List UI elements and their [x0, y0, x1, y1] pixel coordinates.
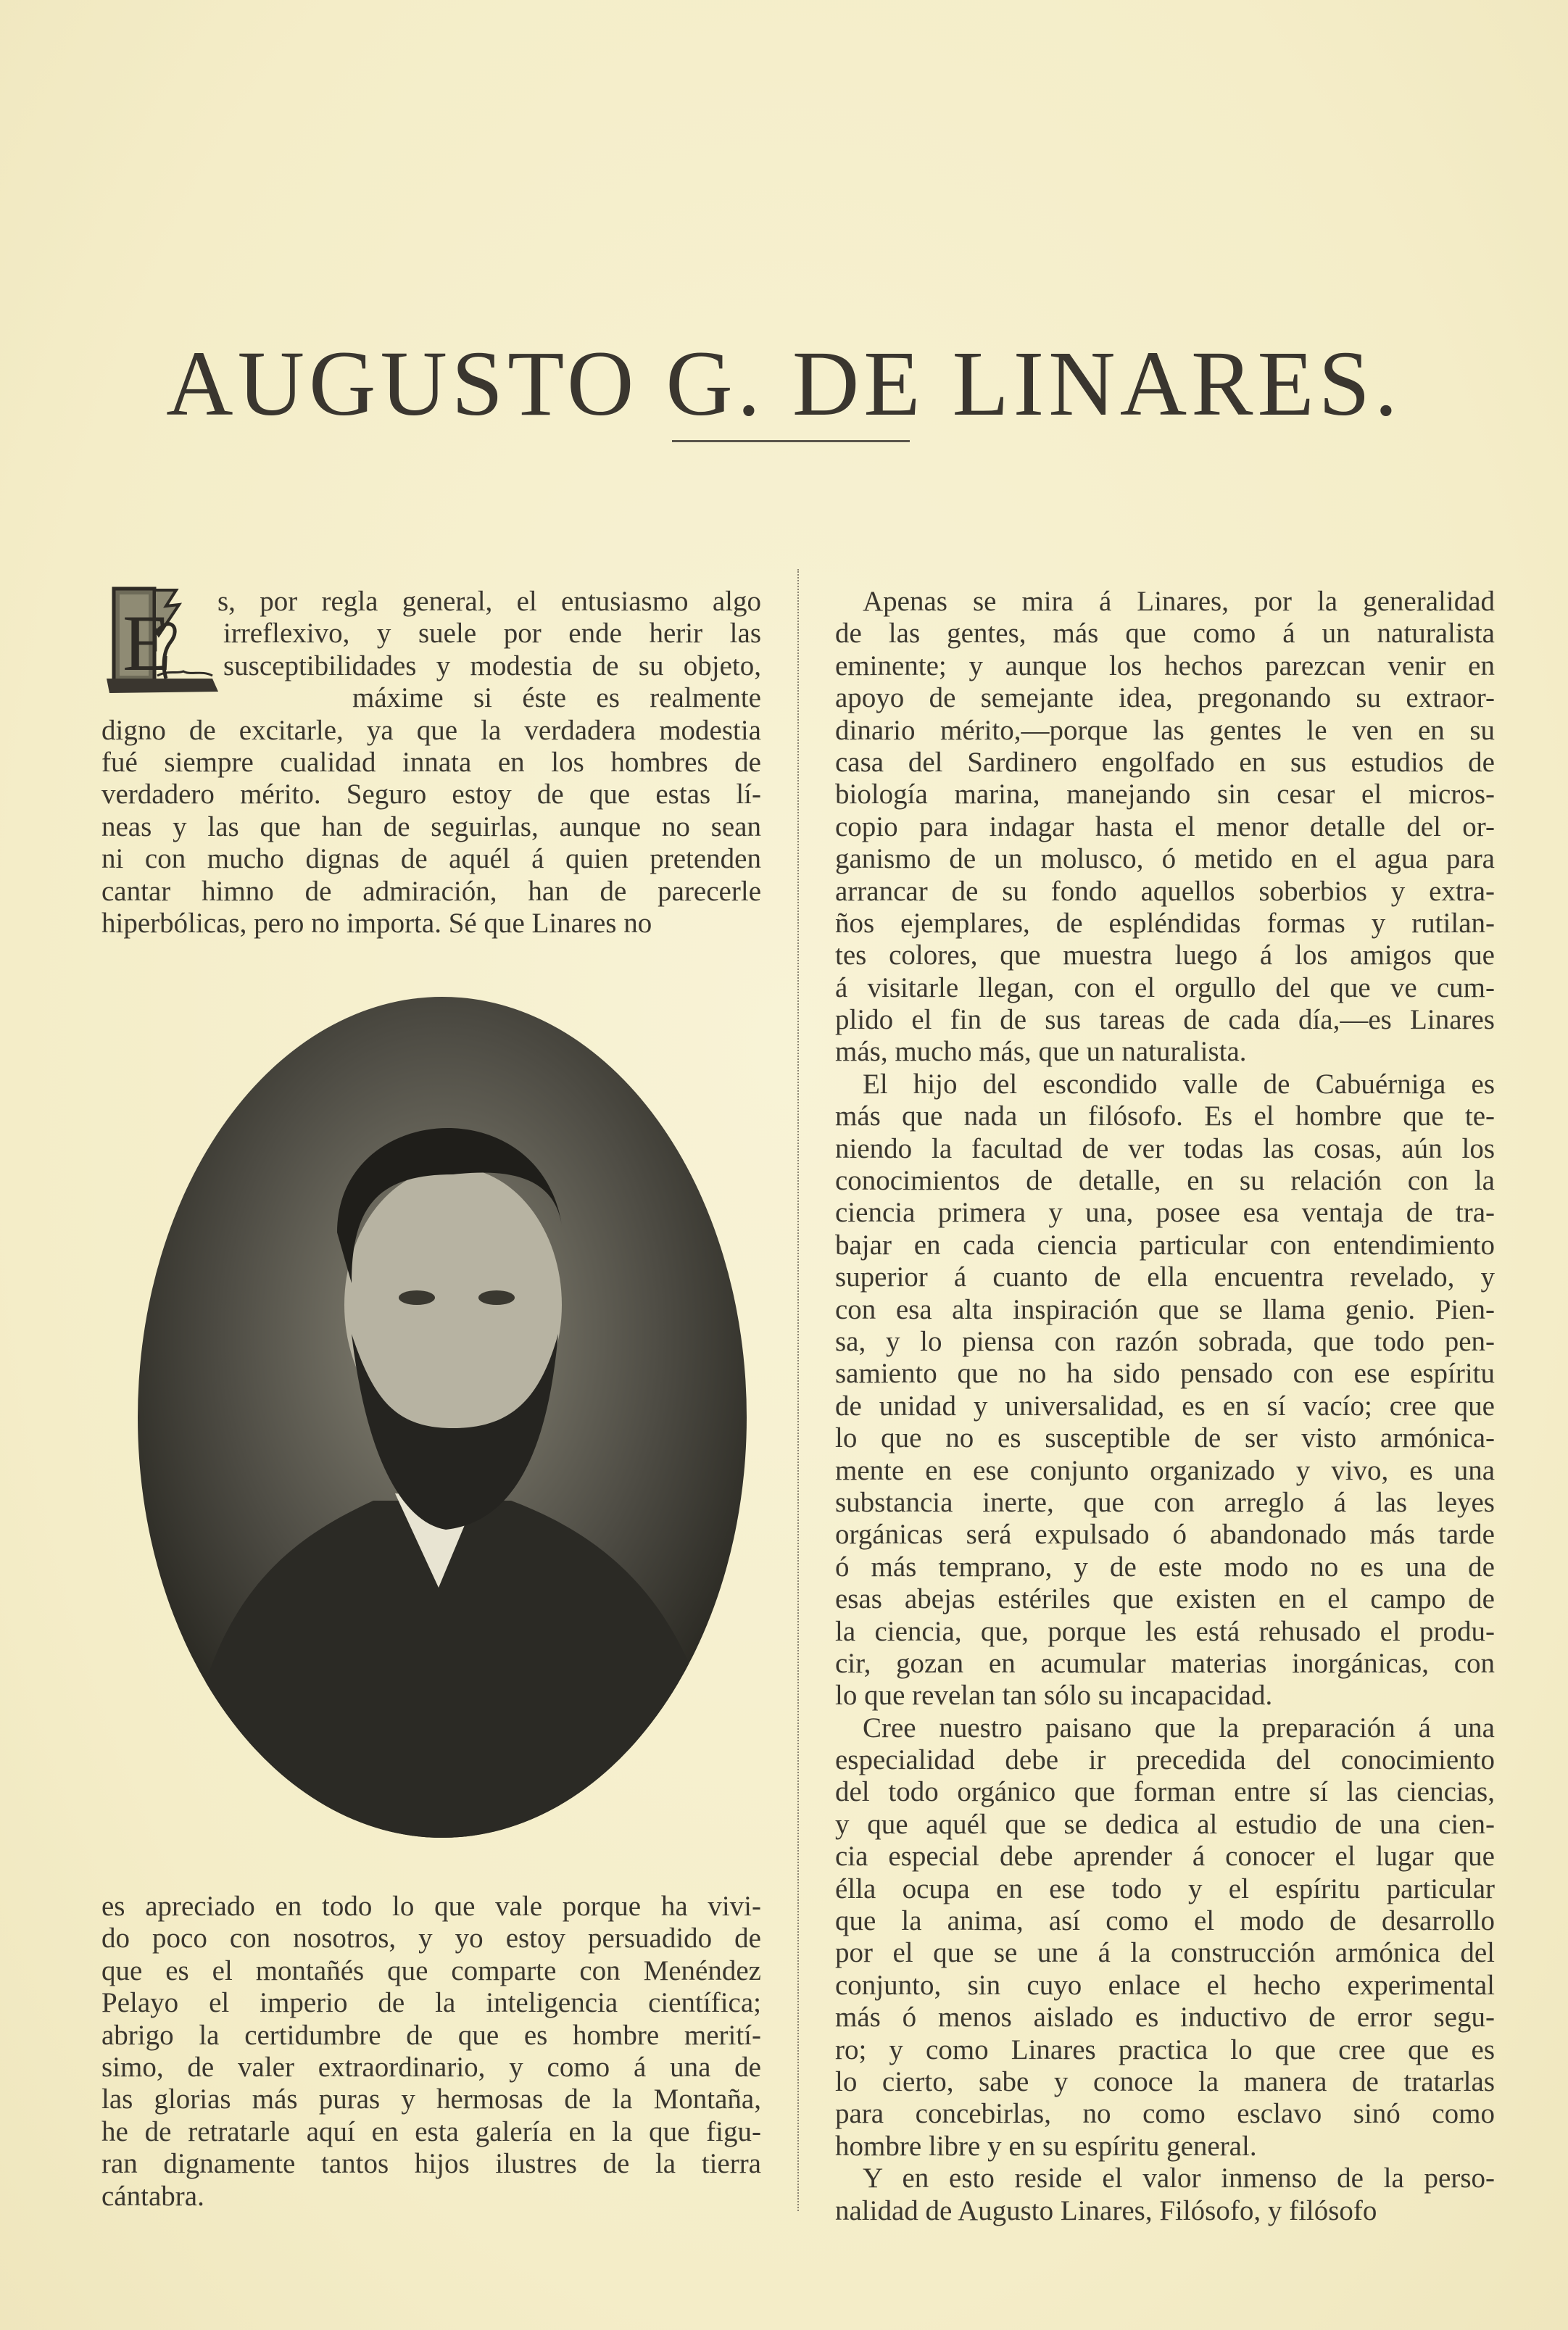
text-line: del todo orgánico que forman entre sí las ciencias, [835, 1776, 1495, 1808]
text-line: cir, gozan en acumular materias inorgánicas, con [835, 1647, 1495, 1679]
text-line: ro; y como Linares practica lo que cree que es [835, 2033, 1495, 2065]
text-line: de unidad y universalidad, es en sí vacío; cree que [835, 1390, 1495, 1422]
text-line: neas y las que han de seguirlas, aunque no sean [101, 810, 761, 842]
text-line: ciencia primera y una, posee esa ventaja de tra- [835, 1197, 1495, 1229]
text-line: más que nada un filósofo. Es el hombre que te- [835, 1100, 1495, 1132]
text-line: más ó menos aislado es inductivo de error segu- [835, 2002, 1495, 2033]
text-line: sa, y lo piensa con razón sobrada, que todo pen- [835, 1325, 1495, 1357]
text-line: que la anima, así como el modo de desarrollo [835, 1905, 1495, 1937]
text-line: es apreciado en todo lo que vale porque ha vivi- [101, 1891, 761, 1922]
text-line: tes colores, que muestra luego á los amigos que [835, 940, 1495, 971]
text-line: cantar himno de admiración, han de parecerle [101, 875, 761, 907]
portrait-photo-oval [134, 993, 750, 1841]
text-line: especialidad debe ir precedida del conocimiento [835, 1744, 1495, 1776]
text-line: s, por regla general, el entusiasmo algo [217, 586, 761, 617]
text-line: esas abejas estériles que existen en el campo de [835, 1583, 1495, 1615]
text-line: digno de excitarle, ya que la verdadera modestia [101, 714, 761, 746]
text-line: conocimientos de detalle, en su relación con la [835, 1165, 1495, 1197]
text-line: he de retratarle aquí en esta galería en la que figu- [101, 2115, 761, 2147]
text-line: cántabra. [101, 2180, 204, 2212]
text-line: copio para indagar hasta el menor detalle del or- [835, 810, 1495, 842]
text-line: biología marina, manejando sin cesar el micros- [835, 779, 1495, 810]
text-line: verdadero mérito. Seguro estoy de que estas lí- [101, 779, 761, 810]
text-line: lo cierto, sabe y conoce la manera de tratarlas [835, 2065, 1495, 2097]
text-line: eminente; y aunque los hechos parezcan venir en [835, 650, 1495, 681]
right-column [835, 586, 1495, 2227]
text-line: más, mucho más, que un naturalista. [835, 1036, 1247, 1068]
text-line: ños ejemplares, de espléndidas formas y rutilan- [835, 907, 1495, 939]
text-line: do poco con nosotros, y yo estoy persuadido de [101, 1923, 761, 1954]
text-line: substancia inerte, que con arreglo á las leyes [835, 1486, 1495, 1518]
text-line: irreflexivo, y suele por ende herir las [223, 618, 761, 650]
text-line: El hijo del escondido valle de Cabuérniga es [863, 1068, 1495, 1100]
text-line: Pelayo el imperio de la inteligencia científica; [101, 1987, 761, 2019]
text-line: lo que no es susceptible de ser visto armónica- [835, 1422, 1495, 1454]
text-line: hombre libre y en su espíritu general. [835, 2130, 1257, 2162]
text-line: élla ocupa en ese todo y el espíritu particular [835, 1873, 1495, 1904]
text-line: la ciencia, que, porque les está rehusado el produ- [835, 1615, 1495, 1647]
text-line: apoyo de semejante idea, pregonando su extraor- [835, 682, 1495, 714]
text-line: lo que revelan tan sólo su incapacidad. [835, 1680, 1273, 1712]
text-line: á visitarle llegan, con el orgullo del que ve cum- [835, 971, 1495, 1003]
text-line: las glorias más puras y hermosas de la Montaña, [101, 2084, 761, 2115]
text-line: Apenas se mira á Linares, por la generalidad [863, 586, 1495, 617]
text-line: bajar en cada ciencia particular con entendimiento [835, 1229, 1495, 1261]
text-line: fué siempre cualidad innata en los hombres de [101, 746, 761, 778]
text-line: nalidad de Augusto Linares, Filósofo, y filósofo [835, 2194, 1377, 2226]
text-line: orgánicas será expulsado ó abandonado más tarde [835, 1519, 1495, 1551]
text-line: superior á cuanto de ella encuentra revelado, y [835, 1261, 1495, 1293]
text-line: cia especial debe aprender á conocer el lugar que [835, 1841, 1495, 1873]
column-divider [797, 569, 799, 2211]
text-line: para concebirlas, no como esclavo sinó como [835, 2098, 1495, 2130]
text-line: ó más temprano, y de este modo no es una de [835, 1551, 1495, 1583]
text-line: hiperbólicas, pero no importa. Sé que Linares no [101, 907, 652, 939]
text-line: Y en esto reside el valor inmenso de la perso- [863, 2163, 1495, 2194]
text-line: dinario mérito,—porque las gentes le ven en su [835, 714, 1495, 746]
text-line: por el que se une á la construcción armónica del [835, 1937, 1495, 1969]
text-line: samiento que no ha sido pensado con ese espíritu [835, 1358, 1495, 1390]
text-line: plido el fin de sus tareas de cada día,—es Linares [835, 1004, 1495, 1036]
text-line: de las gentes, más que como á un naturalista [835, 618, 1495, 650]
text-line: abrigo la certidumbre de que es hombre merití- [101, 2019, 761, 2051]
text-line: casa del Sardinero engolfado en sus estudios de [835, 746, 1495, 778]
text-line: niendo la facultad de ver todas las cosas, aún los [835, 1132, 1495, 1164]
article-title: AUGUSTO G. DE LINARES. [166, 331, 1402, 435]
text-line: susceptibilidades y modestia de su objeto, [223, 650, 761, 681]
text-line: Cree nuestro paisano que la preparación á una [863, 1712, 1495, 1744]
text-line: máxime si éste es realmente [352, 682, 761, 714]
left-column-top [101, 586, 761, 940]
drop-cap-letter: E [123, 599, 172, 687]
title-rule [672, 440, 910, 442]
text-line: que es el montañés que comparte con Menéndez [101, 1954, 761, 1986]
text-line: simo, de valer extraordinario, y como á una de [101, 2051, 761, 2083]
text-line: mente en ese conjunto organizado y vivo, es una [835, 1454, 1495, 1486]
text-line: conjunto, sin cuyo enlace el hecho experimental [835, 1969, 1495, 2001]
text-line: arrancar de su fondo aquellos soberbios y extra- [835, 875, 1495, 907]
text-line: y que aquél que se dedica al estudio de una cien- [835, 1808, 1495, 1840]
text-line: ran dignamente tantos hijos ilustres de la tierra [101, 2148, 761, 2180]
text-line: ni con mucho dignas de aquél á quien pretenden [101, 843, 761, 875]
text-line: con esa alta inspiración que se llama genio. Pien- [835, 1293, 1495, 1325]
text-line: ganismo de un molusco, ó metido en el agua para [835, 843, 1495, 875]
left-column-bottom [101, 1891, 761, 2213]
